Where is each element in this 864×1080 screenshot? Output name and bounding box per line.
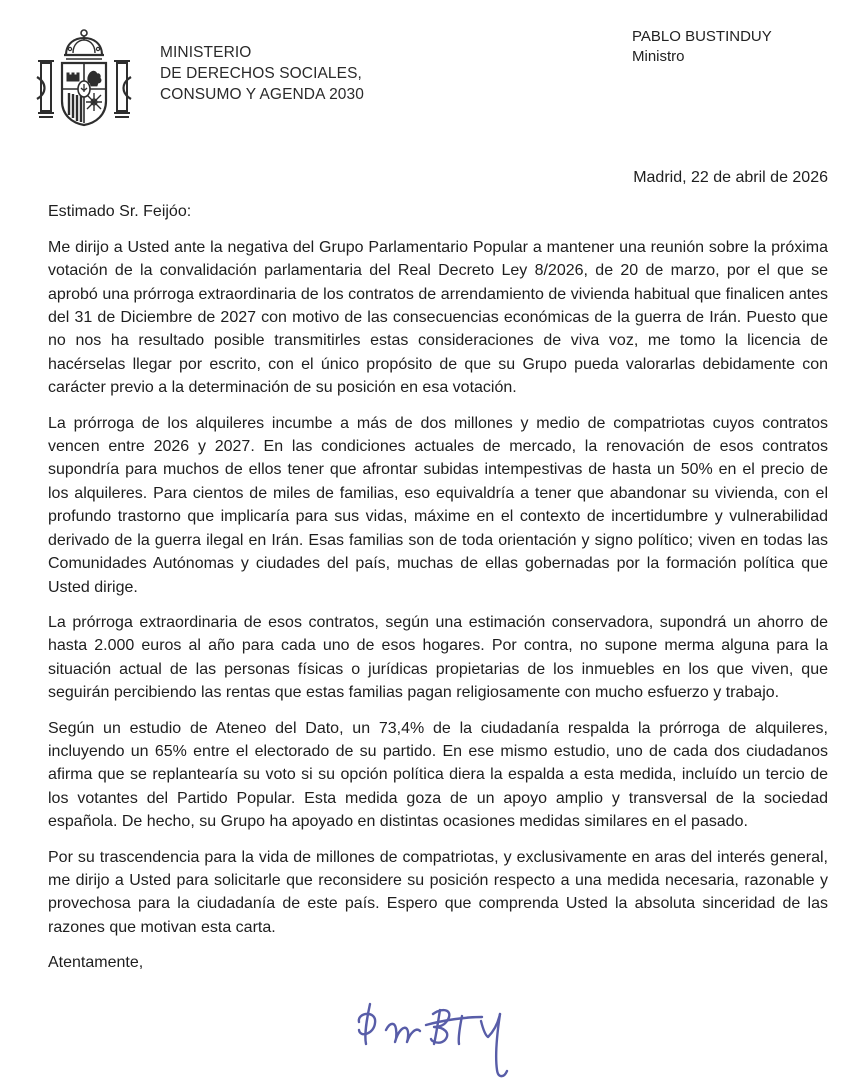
ministry-line-2: DE DERECHOS SOCIALES, (160, 65, 362, 82)
sender-name: PABLO BUSTINDUY (632, 28, 772, 45)
letter-body (48, 166, 828, 975)
body-paragraph-3: La prórroga extraordinaria de esos contratos, según una estimación conservadora, supondrá un ahorro de hasta 2.000 euros al año para cada uno de esos hogares. Por contra, no supone merma alguna para la situación actual de las personas físicas o jurídicas propietarias de los inmuebles en los que viven, que seguirán percibiendo las rentas que estas familias pagan religiosamente con mucho esfuerzo y trabajo. (48, 613, 828, 702)
body-paragraph-5: Por su trascendencia para la vida de millones de compatriotas, y exclusivamente en aras del interés general, me dirijo a Usted para solicitarle que reconsidere su posición respecto a una medida necesaria, razonable y provechosa para la ciudadanía de este país. Espero que comprenda Usted la absoluta sinceridad de las razones que motivan esta carta. (48, 848, 828, 936)
handwritten-signature (348, 990, 518, 1080)
dateline: Madrid, 22 de abril de 2026 (633, 169, 828, 186)
body-paragraph-1: Me dirijo a Usted ante la negativa del Grupo Parlamentario Popular a mantener una reunión sobre la próxima votación de la convalidación parlamentaria del Real Decreto Ley 8/2026, de 20 de marzo, por el que se aprobó una prórroga extraordinaria de los contratos de arrendamiento de vivienda habitual que finalicen antes del 31 de Diciembre de 2027 con motivo de las consecuencias económicas de la guerra de Irán. Puesto que no nos ha resultado posible transmitirles estas consideraciones de viva voz, me tomo la licencia de hacérselas llegar por escrito, con el único propósito de que su Grupo pueda valorarlas debidamente con carácter previo a la determinación de su posición en esa votación. (48, 238, 828, 397)
salutation: Estimado Sr. Feijóo: (48, 203, 192, 221)
ministry-line-1: MINISTERIO (160, 44, 252, 61)
body-paragraph-2: La prórroga de los alquileres incumbe a más de dos millones y medio de compatriotas cuyos contratos vencen entre 2026 y 2027. En las condiciones actuales de mercado, la renovación de esos contratos supondría para muchos de ellos tener que afrontar subidas intempestivas de hasta un 50% en el precio de los alquileres. Para cientos de miles de familias, eso equivaldría a tener que abandonar su vivienda, con el profundo trastorno que implicaría para sus vidas, máxime en el contexto de incertidumbre y vulnerabilidad derivado de la guerra ilegal en Irán. Esas familias son de toda orientación y signo político; viven en todas las Comunidades Autónomas y ciudades del país, muchas de ellas gobernadas por la formación política que Usted dirige. (48, 414, 828, 596)
sender-block (632, 27, 772, 67)
closing: Atentamente, (48, 954, 144, 972)
ministry-line-3: CONSUMO Y AGENDA 2030 (160, 86, 364, 103)
spain-coat-of-arms-icon (33, 25, 135, 131)
sender-title: Ministro (632, 48, 685, 65)
body-paragraph-4: Según un estudio de Ateneo del Dato, un 73,4% de la ciudadanía respalda la prórroga de alquileres, incluyendo un 65% entre el electorado de su partido. En ese mismo estudio, uno de cada dos ciudadanos afirma que se replantearía su voto si su opción política diera la espalda a esta medida, incluído un tercio de los votantes del Partido Popular. Esta medida goza de un apoyo amplio y transversal de la sociedad española. De hecho, su Grupo ha apoyado en distintas ocasiones medidas similares en el pasado. (48, 719, 828, 831)
ministry-name (160, 42, 364, 105)
